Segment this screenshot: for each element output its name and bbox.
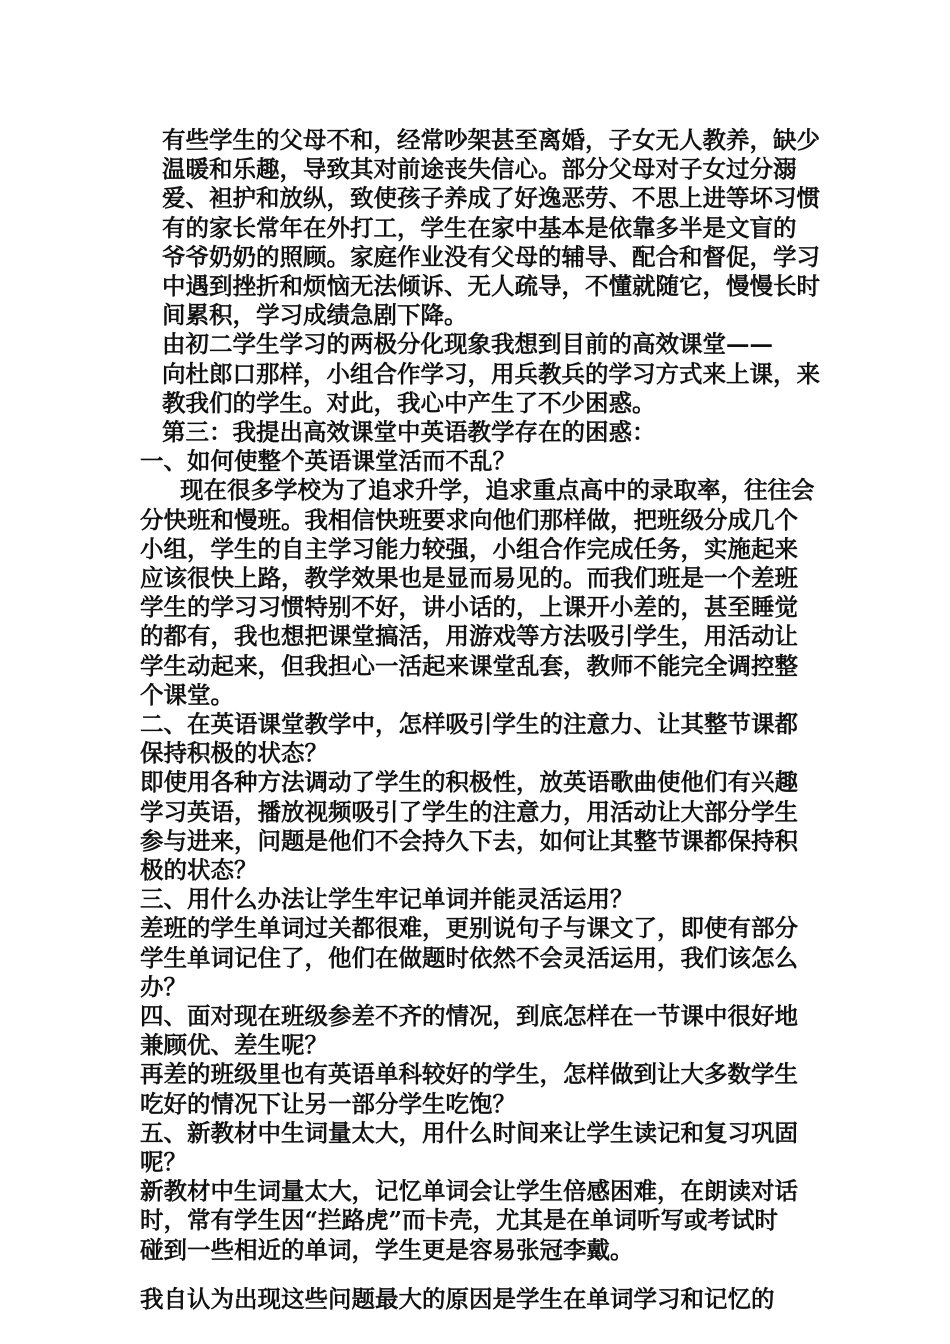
section-heading: 兼顾优、差生呢？ (140, 1031, 328, 1060)
text-line: 学生动起来，但我担心一活起来课堂乱套，教师不能完全调控整 (140, 651, 798, 680)
text-line: 有的家长常年在外打工，学生在家中基本是依靠多半是文盲的 (162, 213, 797, 242)
text-line: 时，常有学生因“拦路虎”而卡壳，尤其是在单词听写或考试时 (140, 1206, 779, 1235)
text-line: 有些学生的父母不和，经常吵架甚至离婚，子女无人教养，缺少 (162, 126, 820, 154)
text-line: 学生单词记住了，他们在做题时依然不会灵活运用，我们该怎么 (140, 943, 798, 972)
text-line: 碰到一些相近的单词，学生更是容易张冠李戴。 (140, 1235, 634, 1264)
text-line: 教我们的学生。对此，我心中产生了不少困惑。 (162, 388, 656, 417)
text-line: 分快班和慢班。我相信快班要求向他们那样做，把班级分成几个 (140, 505, 798, 534)
text-line: 新教材中生词量太大，记忆单词会让学生倍感困难，在朗读对话 (140, 1177, 798, 1206)
text-line: 第三：我提出高效课堂中英语教学存在的困惑： (162, 418, 656, 446)
section-heading: 五、新教材中生词量太大，用什么时间来让学生读记和复习巩固 (140, 1118, 798, 1147)
text-line: 办？ (140, 972, 187, 1001)
text-line: 极的状态？ (140, 856, 258, 884)
text-line: 即使用各种方法调动了学生的积极性，放英语歌曲使他们有兴趣 (140, 768, 798, 797)
text-line: 参与进来，问题是他们不会持久下去，如何让其整节课都保持积 (140, 826, 798, 855)
text-line: 再差的班级里也有英语单科较好的学生，怎样做到让大多数学生 (140, 1060, 798, 1089)
section-heading: 呢？ (140, 1148, 187, 1176)
text-line: 差班的学生单词过关都很难，更别说句子与课文了，即使有部分 (140, 914, 798, 943)
text-line: 应该很快上路，教学效果也是显而易见的。而我们班是一个差班 (140, 564, 798, 592)
text-line: 我自认为出现这些问题最大的原因是学生在单词学习和记忆的 (140, 1284, 775, 1313)
section-heading: 三、用什么办法让学生牢记单词并能灵活运用？ (140, 885, 634, 914)
section-heading: 二、在英语课堂教学中，怎样吸引学生的注意力、让其整节课都 (140, 710, 798, 738)
text-line: 间累积，学习成绩急剧下降。 (162, 301, 468, 330)
text-line: 现在很多学校为了追求升学，追求重点高中的录取率，往往会 (180, 476, 815, 505)
section-heading: 一、如何使整个英语课堂活而不乱？ (140, 447, 516, 476)
text-line: 吃好的情况下让另一部分学生吃饱？ (140, 1089, 516, 1118)
text-line: 个课堂。 (140, 680, 234, 709)
text-line: 中遇到挫折和烦恼无法倾诉、无人疏导，不懂就随它，慢慢长时 (162, 272, 820, 300)
text-line: 向杜郎口那样，小组合作学习，用兵教兵的学习方式来上课，来 (162, 359, 820, 388)
text-line: 学生的学习习惯特别不好，讲小话的，上课开小差的，甚至睡觉 (140, 593, 798, 622)
text-line: 学习英语，播放视频吸引了学生的注意力，用活动让大部分学生 (140, 797, 798, 826)
text-line: 温暖和乐趣，导致其对前途丧失信心。部分父母对子女过分溺 (162, 155, 797, 184)
text-line: 由初二学生学习的两极分化现象我想到目前的高效课堂—— (162, 330, 773, 359)
text-line: 小组，学生的自主学习能力较强，小组合作完成任务，实施起来 (140, 534, 798, 563)
section-heading: 四、面对现在班级参差不齐的情况，到底怎样在一节课中很好地 (140, 1002, 798, 1030)
section-heading: 保持积极的状态？ (140, 739, 328, 768)
text-line: 爱、袒护和放纵，致使孩子养成了好逸恶劳、不思上进等坏习惯 (162, 184, 820, 213)
text-line: 爷爷奶奶的照顾。家庭作业没有父母的辅导、配合和督促，学习 (162, 242, 820, 271)
text-line: 的都有，我也想把课堂搞活，用游戏等方法吸引学生，用活动让 (140, 622, 798, 651)
